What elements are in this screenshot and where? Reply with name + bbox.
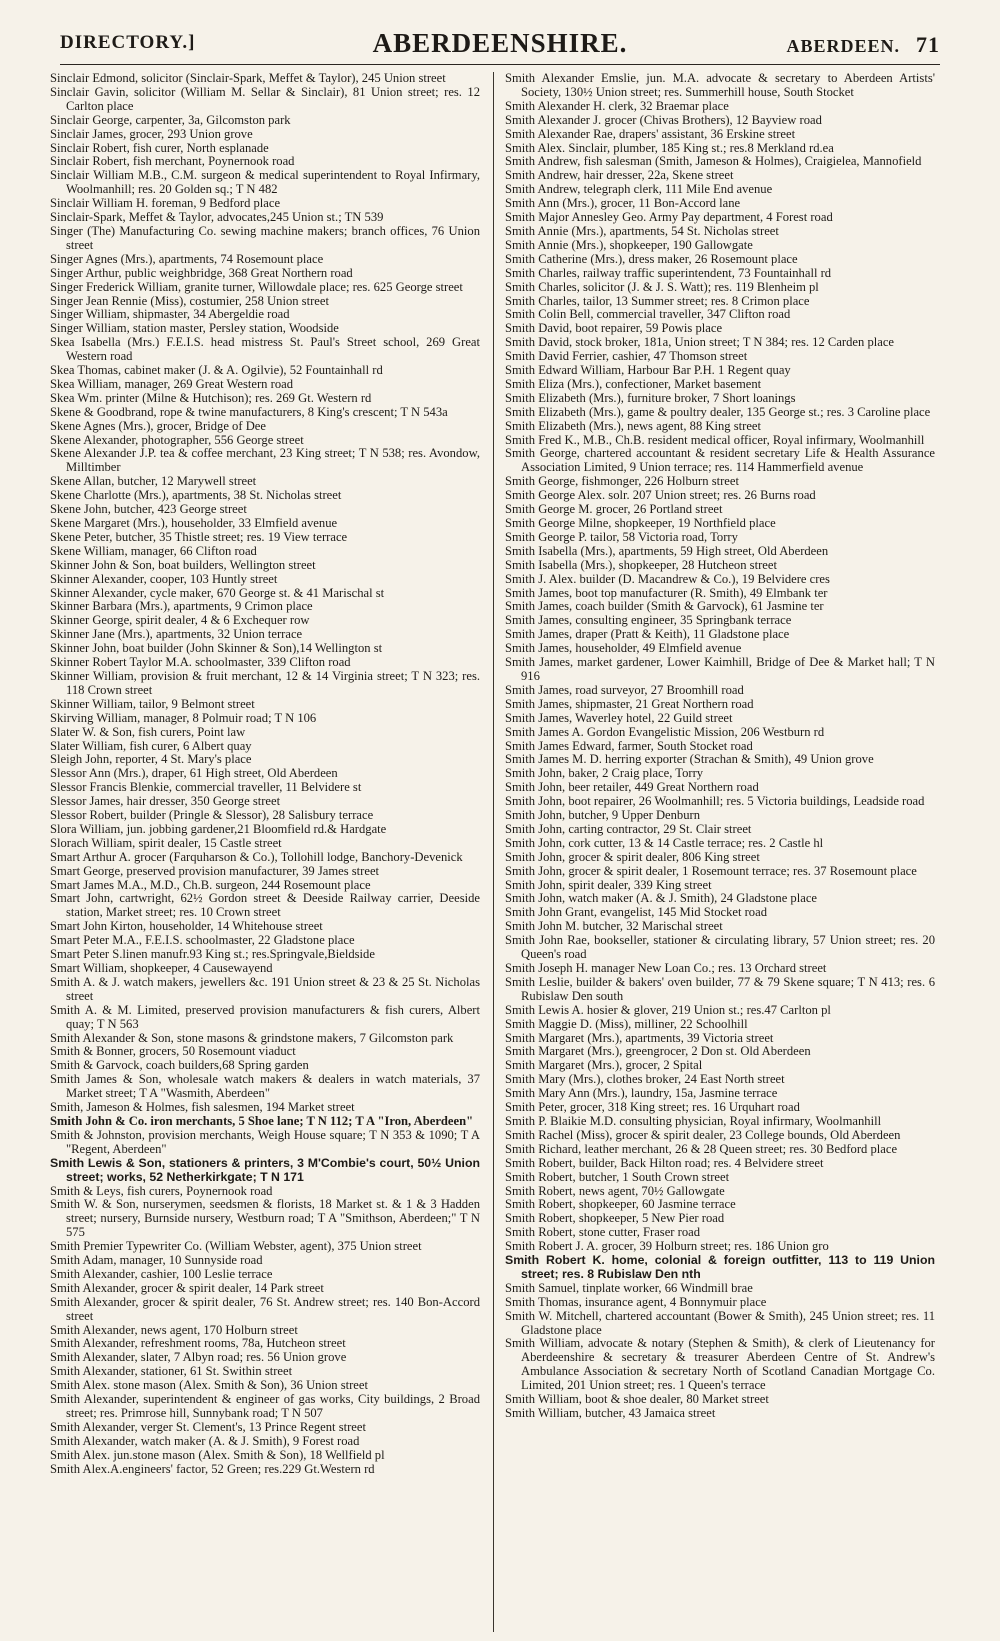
directory-entry: Smith George P. tailor, 58 Victoria road, Torry: [505, 529, 738, 544]
directory-entry: Smith Annie (Mrs.), shopkeeper, 190 Gallowgate: [505, 237, 753, 252]
directory-entry: Singer Frederick William, granite turner, Willowdale place; res. 625 George street: [50, 279, 463, 294]
directory-entry: Smith John, watch maker (A. & J. Smith), 24 Gladstone place: [505, 891, 817, 906]
directory-entry: Skinner George, spirit dealer, 4 & 6 Exchequer row: [50, 613, 310, 628]
directory-entry: Sinclair Edmond, solicitor (Sinclair-Spark, Meffet & Taylor), 245 Union street: [50, 71, 446, 85]
directory-entry: Skene Agnes (Mrs.), grocer, Bridge of Dee: [50, 418, 266, 433]
directory-entry: Smith Alex.A.engineers' factor, 52 Green; res.229 Gt.Western rd: [50, 1461, 375, 1476]
directory-entry: Smith Alexander, watch maker (A. & J. Smith), 9 Forest road: [50, 1433, 360, 1448]
directory-entry: Smith Elizabeth (Mrs.), game & poultry dealer, 135 George st.; res. 3 Caroline place: [505, 404, 931, 419]
directory-entry: Smith Andrew, telegraph clerk, 111 Mile End avenue: [505, 182, 773, 197]
directory-entry: Smith Leslie, builder & bakers' oven builder, 77 & 79 Skene square; T N 413; res. 6 Rubislaw Den south: [505, 974, 935, 1003]
directory-entry: Smith Charles, railway traffic superintendent, 73 Fountainhall rd: [505, 265, 832, 280]
directory-entry: Smith John, grocer & spirit dealer, 1 Rosemount terrace; res. 37 Rosemount place: [505, 863, 917, 878]
directory-entry: Smith David, boot repairer, 59 Powis place: [505, 321, 723, 336]
directory-entry: Smith John, carting contractor, 29 St. Clair street: [505, 821, 752, 836]
directory-entry: Smart Peter M.A., F.E.I.S. schoolmaster, 22 Gladstone place: [50, 933, 355, 948]
directory-entry: Smith James, consulting engineer, 35 Springbank terrace: [505, 613, 792, 628]
directory-entry: Skinner William, provision & fruit merchant, 12 & 14 Virginia street; T N 323; res. 118 Crown street: [50, 668, 480, 697]
directory-entry: Skinner Barbara (Mrs.), apartments, 9 Crimon place: [50, 599, 313, 614]
directory-entry: Smith James & Son, wholesale watch makers & dealers in watch materials, 37 Market street; T A "Wasmith, Aberdeen": [50, 1072, 480, 1101]
directory-entry: Skinner Robert Taylor M.A. schoolmaster, 339 Clifton road: [50, 655, 351, 670]
header-town: ABERDEEN.: [786, 36, 900, 56]
directory-entry: Smith A. & J. watch makers, jewellers &c. 191 Union street & 23 & 25 St. Nicholas street: [50, 974, 480, 1003]
directory-entry: Smith John, boot repairer, 26 Woolmanhill; res. 5 Victoria buildings, Leadside road: [505, 794, 925, 809]
column-divider: [493, 72, 494, 1632]
directory-entry: Smith Ann (Mrs.), grocer, 11 Bon-Accord lane: [505, 196, 741, 211]
directory-entry: Singer (The) Manufacturing Co. sewing machine makers; branch offices, 76 Union street: [50, 223, 480, 252]
directory-entry: Smith Elizabeth (Mrs.), furniture broker, 7 Short loanings: [505, 390, 796, 405]
directory-entry: Smith W. Mitchell, chartered accountant (Bower & Smith), 245 Union street; res. 11 Gladstone place: [505, 1308, 935, 1337]
directory-entry: Smith Edward William, Harbour Bar P.H. 1 Regent quay: [505, 363, 791, 378]
directory-entry: Singer Arthur, public weighbridge, 368 Great Northern road: [50, 265, 353, 280]
directory-entry: Smith John, spirit dealer, 339 King street: [505, 877, 712, 892]
directory-entry: Smith James M. D. herring exporter (Strachan & Smith), 49 Union grove: [505, 752, 874, 767]
directory-entry: Smith Alexander, grocer & spirit dealer, 76 St. Andrew street; res. 140 Bon-Accord street: [50, 1294, 480, 1323]
directory-entry: Smith W. & Son, nurserymen, seedsmen & florists, 18 Market st. & 1 & 3 Hadden street; nursery, Burnside nursery, Westburn road; T A "Smithson, Aberdeen;" T N 575: [50, 1197, 480, 1240]
directory-entry: Smith Alexander, news agent, 170 Holburn street: [50, 1322, 298, 1337]
directory-entry: Smith Robert, shopkeeper, 5 New Pier road: [505, 1211, 725, 1226]
directory-entry: Smith Robert, stone cutter, Fraser road: [505, 1225, 701, 1240]
directory-entry: Smith John Rae, bookseller, stationer & circulating library, 57 Union street; res. 20 Queen's road: [505, 933, 935, 962]
directory-entry: Sleigh John, reporter, 4 St. Mary's place: [50, 752, 252, 767]
directory-entry: Smith Charles, solicitor (J. & J. S. Watt); res. 119 Blenheim pl: [505, 279, 819, 294]
directory-entry: Smith & Garvock, coach builders,68 Spring garden: [50, 1058, 309, 1073]
directory-entry: Smith John Grant, evangelist, 145 Mid Stocket road: [505, 905, 767, 920]
directory-entry: Smith Alexander H. clerk, 32 Braemar place: [505, 98, 729, 113]
directory-entry: Smith Alexander, superintendent & engineer of gas works, City buildings, 2 Broad street; res. Primrose hill, Sunnybank road; T N 507: [50, 1392, 480, 1420]
directory-entry: Slessor Francis Blenkie, commercial traveller, 11 Belvidere st: [50, 780, 362, 795]
directory-entry: Smith Major Annesley Geo. Army Pay department, 4 Forest road: [505, 210, 833, 225]
directory-entry: Smith David, stock broker, 181a, Union street; T N 384; res. 12 Carden place: [505, 335, 895, 350]
directory-entry: Sinclair William M.B., C.M. surgeon & medical superintendent to Royal Infirmary, Woolmanhill; res. 20 Golden sq.; T N 482: [50, 168, 480, 197]
directory-entry: Smith Alexander & Son, stone masons & grindstone makers, 7 Gilcomston park: [50, 1030, 454, 1045]
directory-entry: Smith Charles, tailor, 13 Summer street; res. 8 Crimon place: [505, 293, 810, 308]
directory-entry: Smart Peter S.linen manufr.93 King st.; res.Springvale,Bieldside: [50, 947, 375, 962]
directory-entry: Smith James, road surveyor, 27 Broomhill road: [505, 682, 744, 697]
directory-entry: Smith James, draper (Pratt & Keith), 11 Gladstone place: [505, 627, 790, 642]
directory-entry: Smith Robert, butcher, 1 South Crown street: [505, 1169, 730, 1184]
directory-entry: Smith Maggie D. (Miss), milliner, 22 Schoolhill: [505, 1016, 748, 1031]
directory-entry: Smith Alexander, refreshment rooms, 78a, Hutcheon street: [50, 1336, 346, 1351]
directory-entry: Singer William, station master, Persley station, Woodside: [50, 321, 339, 336]
directory-entry: Smith James, market gardener, Lower Kaimhill, Bridge of Dee & Market hall; T N 916: [505, 655, 935, 683]
directory-entry: Smith Andrew, hair dresser, 22a, Skene street: [505, 168, 734, 183]
directory-entry: Skene John, butcher, 423 George street: [50, 502, 247, 517]
directory-entry: Skene Alexander J.P. tea & coffee merchant, 23 King street; T N 538; res. Avondow, Milltimber: [50, 446, 480, 475]
directory-entry: Smith Richard, leather merchant, 26 & 28 Queen street; res. 30 Bedford place: [505, 1141, 898, 1156]
directory-entry: Smith Elizabeth (Mrs.), news agent, 88 King street: [505, 418, 762, 433]
directory-entry: Smith Premier Typewriter Co. (William Webster, agent), 375 Union street: [50, 1239, 422, 1254]
directory-entry: Sinclair Gavin, solicitor (William M. Sellar & Sinclair), 81 Union street; res. 12 Carlton place: [50, 84, 480, 113]
directory-entry: Smith George, fishmonger, 226 Holburn street: [505, 474, 739, 489]
directory-entry: Skinner John, boat builder (John Skinner & Son),14 Wellington st: [50, 641, 383, 656]
directory-entry: Smith Fred K., M.B., Ch.B. resident medical officer, Royal infirmary, Woolmanhill: [505, 432, 925, 447]
directory-entry: Smith & Johnston, provision merchants, Weigh House square; T N 353 & 1090; T A "Regent, Aberdeen": [50, 1127, 480, 1156]
directory-entry: Skene & Goodbrand, rope & twine manufacturers, 8 King's crescent; T N 543a: [50, 404, 448, 419]
directory-entry: Smith Alexander Rae, drapers' assistant, 36 Erskine street: [505, 126, 796, 141]
directory-entry: Smith James, coach builder (Smith & Garvock), 61 Jasmine ter: [505, 599, 824, 614]
directory-entry: Skinner Jane (Mrs.), apartments, 32 Union terrace: [50, 627, 303, 642]
directory-entry: Slater William, fish curer, 6 Albert quay: [50, 738, 252, 753]
directory-entry: Smith William, butcher, 43 Jamaica street: [505, 1406, 716, 1420]
directory-entry: Sinclair-Spark, Meffet & Taylor, advocates,245 Union st.; TN 539: [50, 210, 384, 225]
directory-entry: Smith Margaret (Mrs.), greengrocer, 2 Don st. Old Aberdeen: [505, 1044, 811, 1059]
directory-entry: Smith George Milne, shopkeeper, 19 Northfield place: [505, 516, 776, 530]
directory-entry: Smith Margaret (Mrs.), apartments, 39 Victoria street: [505, 1030, 774, 1045]
directory-entry: Smith Colin Bell, commercial traveller, 347 Clifton road: [505, 307, 791, 322]
directory-entry: Smith Robert J. A. grocer, 39 Holburn street; res. 186 Union gro: [505, 1239, 829, 1254]
directory-entry: Smith Mary Ann (Mrs.), laundry, 15a, Jasmine terrace: [505, 1086, 778, 1101]
directory-entry: Smith James, shipmaster, 21 Great Northern road: [505, 696, 754, 711]
directory-entry: Skinner Alexander, cycle maker, 670 George st. & 41 Marischal st: [50, 585, 385, 600]
directory-entry: Slessor Ann (Mrs.), draper, 61 High street, Old Aberdeen: [50, 766, 338, 781]
directory-entry: Smith Adam, manager, 10 Sunnyside road: [50, 1253, 263, 1268]
directory-entry: Sinclair Robert, fish merchant, Poynernook road: [50, 154, 295, 169]
directory-entry: Singer Jean Rennie (Miss), costumier, 258 Union street: [50, 293, 329, 308]
directory-entry: Smith Alexander Emslie, jun. M.A. advocate & secretary to Aberdeen Artists' Society, 130½ Union street; res. Summerhill house, South Stocket: [505, 71, 935, 99]
directory-entry: Smith James, householder, 49 Elmfield avenue: [505, 641, 742, 656]
directory-entry: Slater W. & Son, fish curers, Point law: [50, 724, 246, 739]
directory-entry: Slorach William, spirit dealer, 15 Castle street: [50, 835, 282, 850]
directory-entry: Skene Alexander, photographer, 556 George street: [50, 432, 304, 447]
directory-entry: Smith Robert K. home, colonial & foreign outfitter, 113 to 119 Union street; res. 8 Rubislaw Den nth: [505, 1253, 935, 1281]
directory-entry: Skinner William, tailor, 9 Belmont street: [50, 696, 255, 711]
directory-entry: Smith James A. Gordon Evangelistic Mission, 206 Westburn rd: [505, 724, 825, 739]
directory-entry: Smith William, boot & shoe dealer, 80 Market street: [505, 1392, 769, 1407]
directory-entry: Smith P. Blaikie M.D. consulting physician, Royal infirmary, Woolmanhill: [505, 1113, 882, 1128]
directory-entry: Smith John, baker, 2 Craig place, Torry: [505, 766, 704, 781]
page-header: [60, 28, 940, 65]
directory-entry: Smart George, preserved provision manufacturer, 39 James street: [50, 863, 380, 878]
directory-entry: Smith Alex. stone mason (Alex. Smith & Son), 36 Union street: [50, 1378, 368, 1393]
directory-entry: Smith Robert, shopkeeper, 60 Jasmine terrace: [505, 1197, 736, 1212]
directory-entry: Smith George Alex. solr. 207 Union street; res. 26 Burns road: [505, 488, 816, 503]
directory-entry: Smith David Ferrier, cashier, 47 Thomson street: [505, 349, 748, 364]
directory-entry: Skea Thomas, cabinet maker (J. & A. Ogilvie), 52 Fountainhall rd: [50, 363, 383, 378]
directory-entry: Slessor James, hair dresser, 350 George street: [50, 794, 281, 809]
directory-entry: Smith Thomas, insurance agent, 4 Bonnymuir place: [505, 1294, 767, 1309]
directory-entry: Smith James, boot top manufacturer (R. Smith), 49 Elmbank ter: [505, 585, 828, 600]
directory-entry: Smith James Edward, farmer, South Stocket road: [505, 738, 753, 753]
header-right: [786, 32, 940, 58]
directory-entry: Skea Isabella (Mrs.) F.E.I.S. head mistress St. Paul's Street school, 269 Great Western road: [50, 335, 480, 364]
directory-entry: Smith Lewis & Son, stationers & printers, 3 M'Combie's court, 50½ Union street; works, 52 Netherkirkgate; T N 171: [50, 1155, 480, 1184]
directory-entry: Smith J. Alex. builder (D. Macandrew & Co.), 19 Belvidere cres: [505, 571, 830, 586]
directory-entry: Smith Mary (Mrs.), clothes broker, 24 East North street: [505, 1072, 785, 1087]
header-title: ABERDEENSHIRE.: [372, 28, 628, 58]
directory-entry: Smith Alex. Sinclair, plumber, 185 King st.; res.8 Merkland rd.ea: [505, 140, 834, 155]
directory-entry: Smith Eliza (Mrs.), confectioner, Market basement: [505, 376, 762, 391]
directory-entry: Sinclair James, grocer, 293 Union grove: [50, 126, 253, 141]
directory-entry: Smith John & Co. iron merchants, 5 Shoe lane; T N 112; T A "Iron, Aberdeen": [50, 1113, 474, 1128]
directory-entry: Smith George M. grocer, 26 Portland street: [505, 502, 723, 517]
directory-entry: Smith William, advocate & notary (Stephen & Smith), & clerk of Lieutenancy for Aberdeenshire & secretary & treasurer Aberdeen Centre of St. Andrew's Ambulance Association & secretary North of Scotland Canadian Mortgage Co. Limited, 201 Union street; res. 1 Queen's terrace: [505, 1336, 935, 1393]
directory-entry: Smith John, cork cutter, 13 & 14 Castle terrace; res. 2 Castle hl: [505, 835, 824, 850]
directory-entry: Smith Isabella (Mrs.), shopkeeper, 28 Hutcheon street: [505, 557, 777, 572]
directory-entry: Skene Peter, butcher, 35 Thistle street; res. 19 View terrace: [50, 529, 348, 544]
directory-entry: Smith George, chartered accountant & resident secretary Life & Health Assurance Association Limited, 9 Union terrace; res. 114 Hammerfield avenue: [505, 446, 935, 475]
directory-entry: Smart John, cartwright, 62½ Gordon street & Deeside Railway carrier, Deeside station, Market street; res. 10 Crown street: [50, 891, 480, 920]
directory-entry: Smith John, beer retailer, 449 Great Northern road: [505, 780, 759, 795]
directory-entry: Smart Arthur A. grocer (Farquharson & Co.), Tollohill lodge, Banchory-Devenick: [50, 849, 463, 864]
directory-entry: Sinclair George, carpenter, 3a, Gilcomston park: [50, 112, 291, 127]
directory-entry: Smith A. & M. Limited, preserved provision manufacturers & fish curers, Albert quay; T N 563: [50, 1002, 480, 1031]
directory-entry: Smith John M. butcher, 32 Marischal street: [505, 919, 723, 934]
directory-entry: Smith Catherine (Mrs.), dress maker, 26 Rosemount place: [505, 251, 798, 266]
left-column: [50, 72, 480, 1477]
right-column: [505, 72, 935, 1421]
directory-entry: Skirving William, manager, 8 Polmuir road; T N 106: [50, 710, 317, 725]
directory-entry: Smart James M.A., M.D., Ch.B. surgeon, 244 Rosemount place: [50, 877, 371, 892]
directory-entry: Smith Alexander, grocer & spirit dealer, 14 Park street: [50, 1280, 324, 1295]
directory-entry: Smith Andrew, fish salesman (Smith, Jameson & Holmes), Craigielea, Mannofield: [505, 154, 922, 169]
directory-entry: Skene Allan, butcher, 12 Marywell street: [50, 474, 257, 489]
directory-entry: Sinclair William H. foreman, 9 Bedford place: [50, 196, 281, 211]
directory-entry: Smith Alexander, verger St. Clement's, 13 Prince Regent street: [50, 1419, 366, 1434]
directory-entry: Smith Rachel (Miss), grocer & spirit dealer, 23 College bounds, Old Aberdeen: [505, 1127, 901, 1142]
directory-entry: Singer Agnes (Mrs.), apartments, 74 Rosemount place: [50, 251, 324, 266]
directory-entry: Skea Wm. printer (Milne & Hutchison); res. 269 Gt. Western rd: [50, 390, 372, 405]
directory-entry: Skene William, manager, 66 Clifton road: [50, 543, 257, 558]
directory-entry: Smith James, Waverley hotel, 22 Guild street: [505, 710, 733, 725]
directory-entry: Smith & Bonner, grocers, 50 Rosemount viaduct: [50, 1044, 296, 1059]
directory-entry: Smith Alexander, cashier, 100 Leslie terrace: [50, 1266, 273, 1281]
directory-entry: Smith & Leys, fish curers, Poynernook road: [50, 1183, 273, 1198]
directory-entry: Slora William, jun. jobbing gardener,21 Bloomfield rd.& Hardgate: [50, 821, 387, 836]
directory-entry: Smith Robert, builder, Back Hilton road; res. 4 Belvidere street: [505, 1155, 824, 1170]
directory-entry: Slessor Robert, builder (Pringle & Slessor), 28 Salisbury terrace: [50, 808, 374, 823]
directory-entry: Smith Samuel, tinplate worker, 66 Windmill brae: [505, 1280, 753, 1295]
directory-entry: Smith, Jameson & Holmes, fish salesmen, 194 Market street: [50, 1100, 355, 1115]
directory-entry: Smart William, shopkeeper, 4 Causewayend: [50, 961, 273, 975]
directory-entry: Smith Robert, news agent, 70½ Gallowgate: [505, 1183, 725, 1198]
directory-entry: Smith Annie (Mrs.), apartments, 54 St. Nicholas street: [505, 223, 779, 238]
directory-entry: Smith Lewis A. hosier & glover, 219 Union st.; res.47 Carlton pl: [505, 1002, 831, 1017]
directory-entry: Smith Alexander, stationer, 61 St. Swithin street: [50, 1364, 293, 1379]
directory-entry: Smith John, grocer & spirit dealer, 806 King street: [505, 849, 760, 864]
directory-entry: Singer William, shipmaster, 34 Abergeldie road: [50, 307, 290, 322]
header-left: DIRECTORY.]: [60, 32, 196, 53]
directory-entry: Smith Isabella (Mrs.), apartments, 59 High street, Old Aberdeen: [505, 543, 829, 558]
directory-entry: Sinclair Robert, fish curer, North esplanade: [50, 140, 269, 155]
directory-entry: Smith Alex. jun.stone mason (Alex. Smith & Son), 18 Wellfield pl: [50, 1447, 385, 1462]
directory-entry: Skene Charlotte (Mrs.), apartments, 38 St. Nicholas street: [50, 488, 342, 503]
directory-entry: Smith Alexander J. grocer (Chivas Brothers), 12 Bayview road: [505, 112, 822, 127]
directory-entry: Skinner John & Son, boat builders, Wellington street: [50, 557, 316, 572]
directory-entry: Skene Margaret (Mrs.), householder, 33 Elmfield avenue: [50, 516, 338, 530]
directory-entry: Smith Alexander, slater, 7 Albyn road; res. 56 Union grove: [50, 1350, 347, 1365]
directory-entry: Skinner Alexander, cooper, 103 Huntly street: [50, 571, 278, 586]
directory-entry: Smith Joseph H. manager New Loan Co.; res. 13 Orchard street: [505, 961, 827, 975]
directory-entry: Smart John Kirton, householder, 14 Whitehouse street: [50, 919, 323, 934]
directory-entry: Smith John, butcher, 9 Upper Denburn: [505, 808, 701, 823]
directory-entry: Smith Peter, grocer, 318 King street; res. 16 Urquhart road: [505, 1100, 800, 1115]
page-number: 71: [916, 32, 940, 57]
directory-entry: Skea William, manager, 269 Great Western road: [50, 376, 294, 391]
directory-entry: Smith Margaret (Mrs.), grocer, 2 Spital: [505, 1058, 703, 1073]
